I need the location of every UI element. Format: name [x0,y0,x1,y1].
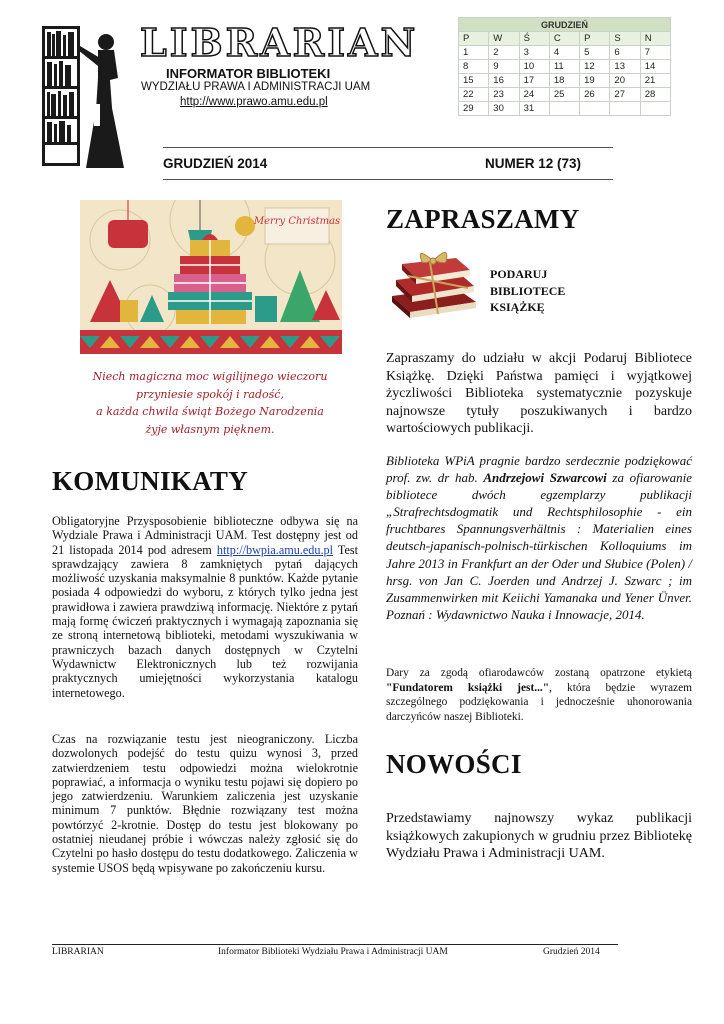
zapraszamy-paragraph-2 [386,452,692,623]
calendar-day: 29 [459,102,489,116]
nowosci-text: Przedstawiamy najnowszy wykaz publikacji książkowych zakupionych w grudniu przez Bibliotekę Wydziału Prawa i Administracji UAM. [386,811,692,861]
calendar-day: 8 [459,60,489,74]
greeting-line: Niech magiczna moc wigilijnego wieczoru [92,370,328,383]
nowosci-paragraph [386,810,692,863]
calendar-day: 14 [640,60,670,74]
badge-line: BIBLIOTECE [490,283,566,298]
calendar-day: 3 [519,46,549,60]
masthead-faculty: WYDZIAŁU PRAWA I ADMINISTRACJI UAM [141,81,371,93]
komunikaty-paragraph-1 [52,514,358,700]
calendar-day [610,102,640,116]
badge-line: KSIĄŻKĘ [490,300,545,314]
calendar-day: 13 [610,60,640,74]
footer-right: Grudzień 2014 [543,947,600,957]
issue-number: NUMER 12 (73) [485,156,582,171]
footer-center: Informator Biblioteki Wydziału Prawa i Administracji UAM [218,947,448,957]
calendar-day [640,102,670,116]
calendar-day: 2 [489,46,519,60]
calendar-day: 26 [580,88,610,102]
calendar-day: 21 [640,74,670,88]
zapraszamy-text: Biblioteka WPiA pragnie bardzo serdecznie podziękować prof. zw. dr hab. [386,453,692,486]
calendar [458,17,671,116]
calendar-day: 19 [580,74,610,88]
komunikaty-text: Obligatoryjne Przysposobienie biblioteczne odbywa się na Wydziale Prawa i Administracji UAM. Test dostępny jest od 21 listopada 2014 pod adresem [52,514,358,557]
calendar-day: 6 [610,46,640,60]
calendar-day: 12 [580,60,610,74]
bwpia-link[interactable]: http://bwpia.amu.edu.pl [216,542,333,557]
weekday-label: W [489,32,519,46]
masthead-title: LIBRARIAN [140,20,419,65]
calendar-day: 27 [610,88,640,102]
calendar-month: GRUDZIEŃ [459,18,671,32]
weekday-label: P [459,32,489,46]
donate-book-badge [490,266,565,316]
weekday-label: C [549,32,579,46]
label-text: "Fundatorem książki jest..." [386,681,550,694]
christmas-illustration [80,200,342,354]
divider-bottom [163,179,613,180]
calendar-day: 4 [549,46,579,60]
calendar-day: 31 [519,102,549,116]
calendar-day: 1 [459,46,489,60]
footer-left: LIBRARIAN [52,947,104,957]
weekday-label: Ś [519,32,549,46]
zapraszamy-text: , która będzie wyrazem szczególnego podziękowania i jednocześnie uhonorowania darczyńców naszej Biblioteki. [386,681,692,723]
nowosci-heading: NOWOŚCI [386,749,522,779]
zapraszamy-text: Dary za zgodą ofiarodawców zostaną opatrzone etykietą [386,667,692,679]
greeting-line: przyniesie spokój i radość, [136,387,284,401]
greeting-line: a każda chwila świąt Bożego Narodzenia [96,405,324,418]
calendar-day: 7 [640,46,670,60]
calendar-day: 16 [489,74,519,88]
calendar-day [549,102,579,116]
badge-line: PODARUJ [490,267,548,281]
zapraszamy-text: Zapraszamy do udziału w akcji Podaruj Bibliotece Książkę. Dzięki Państwa pamięci i wyjątkowej życzliwości Biblioteka systematycznie pozyskuje najnowsze tytuły poszukiwanych i bardzo wartościowych publikacji. [386,351,692,436]
zapraszamy-paragraph-1 [386,350,692,438]
holiday-greeting [60,368,360,438]
zapraszamy-heading: ZAPRASZAMY [386,204,580,234]
greeting-line: żyje własnym pięknem. [145,422,275,436]
weekday-label: P [580,32,610,46]
komunikaty-text: Test sprawdzający zawiera 8 zamkniętych pytań dających możliwość uzyskania maksymalnie 8 punktów. Każde pytanie posiada 4 odpowiedzi do wyboru, z których tylko jedna jest prawidłowa i zawiera prawdziwą informację. Niektóre z pytań mają formę ćwiczeń praktycznych i wymagają zapoznania się ze stroną internetową biblioteki, metodami wyszukiwania w prawniczych bazach danych dostępnych w Czytelni Wydawnictw Elektronicznych lub też rozwijania praktycznych umiejętności wykorzystania katalogu internetowego. [52,542,358,700]
calendar-day: 23 [489,88,519,102]
gift-books-icon [386,244,482,322]
komunikaty-paragraph-2 [52,732,358,875]
divider-top [163,147,613,148]
calendar-day: 17 [519,74,549,88]
calendar-day: 9 [489,60,519,74]
calendar-day: 5 [580,46,610,60]
calendar-day: 11 [549,60,579,74]
donor-name: Andrzejowi Szwarcowi [483,470,607,486]
calendar-day: 20 [610,74,640,88]
publication-title: „Strafrechtsdogmatik und Rechtsphilosophie - ein fruchtbares Spannungsverhältnis : Materialien eines deutsch-japanisch-polnisch-türkischen Kolloquiums im Jahre 2013 in Frankfurt an der Oder und Słubice (Polen) / hrsg. von Jan C. Joerden und Andrzej J. Szwarc ; im Zusammenwirken mit Keiichi Yamanaka und Yener Ünver. Poznań : Wydawnictwo Nauka i Innowacje, 2014. [386,504,692,622]
masthead-url-link[interactable]: http://www.prawo.amu.edu.pl [180,96,328,108]
zapraszamy-text: za ofiarowanie bibliotece dwóch egzemplarzy publikacji [386,470,692,503]
calendar-day: 18 [549,74,579,88]
calendar-day: 28 [640,88,670,102]
footer-divider [52,944,618,945]
zapraszamy-paragraph-3 [386,666,692,724]
issue-date: GRUDZIEŃ 2014 [163,156,268,171]
komunikaty-heading: KOMUNIKATY [52,466,248,496]
komunikaty-text: Czas na rozwiązanie testu jest nieograniczony. Liczba dozwolonych podejść do testu quizu wynosi 3, przed zatwierdzeniem testu odpowiedzi można wielokrotnie poprawiać, a informacja o wyniku testu pojawi się dopiero po jego zatwierdzeniu. Warunkiem zaliczenia jest uzyskanie minimum 7 punktów. Błędnie rozwiązany test można powtórzyć 2-krotnie. Dostęp do testu jest blokowany po ostatniej nieudanej próbie i wówczas należy zgłosić się do Czytelni po hasło dostępu do testu dodatkowego. Zaliczenia w systemie USOS będą wpisywane po zakończeniu kursu. [52,732,358,875]
calendar-day: 22 [459,88,489,102]
calendar-day: 10 [519,60,549,74]
calendar-day: 15 [459,74,489,88]
masthead-subtitle: INFORMATOR BIBLIOTEKI [166,66,331,81]
merry-christmas-text: Merry Christmas [253,216,341,227]
calendar-day [580,102,610,116]
librarian-silhouette-logo [40,18,130,170]
calendar-day: 25 [549,88,579,102]
weekday-label: S [610,32,640,46]
calendar-day: 30 [489,102,519,116]
weekday-label: N [640,32,670,46]
calendar-day: 24 [519,88,549,102]
